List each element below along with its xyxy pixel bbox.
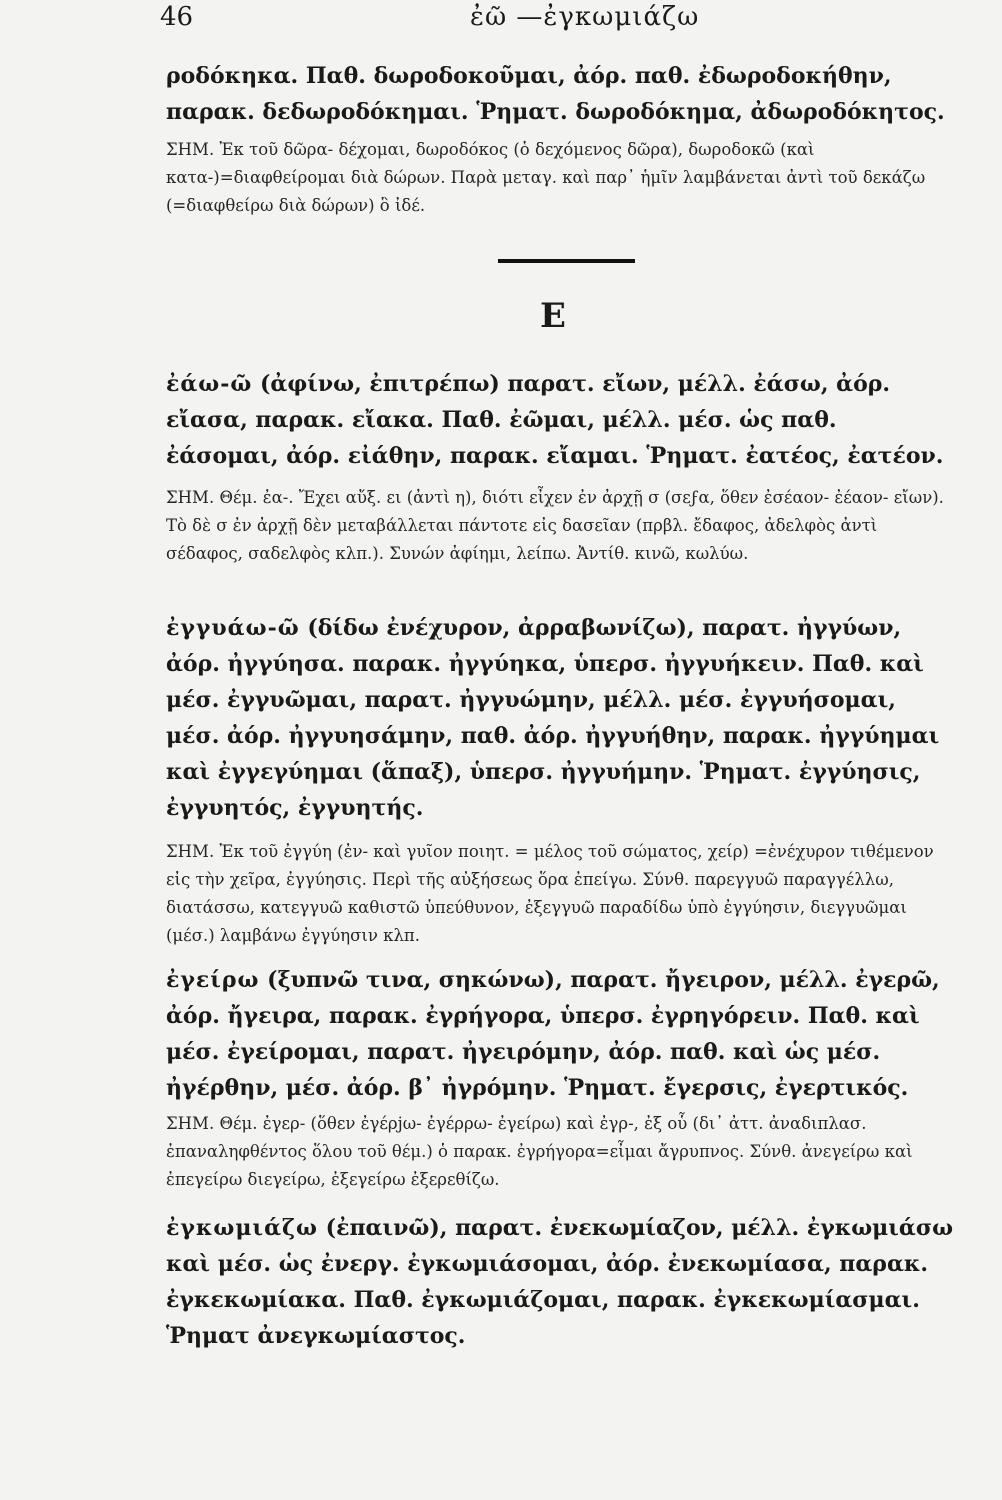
headword: ἐγγυάω-ῶ: [166, 615, 300, 641]
entry-egeiro-main: [166, 962, 956, 1106]
section-divider: [498, 259, 635, 263]
note-text: ΣΗΜ. Θέμ. ἐγερ- (ὅθεν ἐγέρjω- ἐγέρρω- ἐγείρω) καὶ ἐγρ-, ἐξ οὗ (δι᾽ ἀττ. ἀναδιπλασ. ἐπαναληφθέντος ὅλου τοῦ θέμ.) ὁ παρακ. ἐγρήγορα=εἶμαι ἄγρυπνος. Σύνθ. ἀνεγείρω καὶ ἐπεγείρω διεγείρω, ἐξεγείρω ἐξερεθίζω.: [166, 1114, 913, 1189]
entry-eao-main: [166, 366, 956, 474]
entry-egeiro-note: [166, 1110, 956, 1194]
entry-enkomiazo-main: [166, 1210, 956, 1354]
entry-doro-note: [166, 136, 956, 220]
entry-text: ροδόκηκα. Παθ. δωροδοκοῦμαι, ἀόρ. παθ. ἐδωροδοκήθην, παρακ. δεδωροδόκημαι. Ῥηματ. δωροδόκημα, ἀδωροδόκητος.: [166, 63, 945, 125]
entry-text: (δίδω ἐνέχυρον, ἀρραβωνίζω), παρατ. ἠγγύων, ἀόρ. ἠγγύησα. παρακ. ἠγγύηκα, ὑπερσ. ἠγγυήκειν. Παθ. καὶ μέσ. ἐγγυῶμαι, παρατ. ἠγγυώμην, μέλλ. μέσ. ἐγγυήσομαι, μέσ. ἀόρ. ἠγγυησάμην, παθ. ἀόρ. ἠγγυήθην, παρακ. ἠγγύημαι καὶ ἐγγεγύημαι (ἅπαξ), ὑπερσ. ἠγγυήμην. Ῥηματ. ἐγγύησις, ἐγγυητός, ἐγγυητής.: [166, 615, 940, 821]
headword: ἐγείρω: [166, 967, 260, 993]
entry-engyao-main: [166, 610, 956, 826]
entry-text: (ἀφίνω, ἐπιτρέπω) παρατ. εἴων, μέλλ. ἐάσω, ἀόρ. εἴασα, παρακ. εἴακα. Παθ. ἐῶμαι, μέλλ. μέσ. ὡς παθ. ἐάσομαι, ἀόρ. εἰάθην, παρακ. εἴαμαι. Ῥηματ. ἐατέος, ἐατέον.: [166, 371, 944, 469]
entry-text: (ξυπνῶ τινα, σηκώνω), παρατ. ἤγειρον, μέλλ. ἐγερῶ, ἀόρ. ἤγειρα, παρακ. ἐγρήγορα, ὑπερσ. ἐγρηγόρειν. Παθ. καὶ μέσ. ἐγείρομαι, παρατ. ἠγειρόμην, ἀόρ. παθ. καὶ ὡς μέσ. ἠγέρθην, μέσ. ἀόρ. β᾽ ἠγρόμην. Ῥηματ. ἔγερσις, ἐγερτικός.: [166, 967, 940, 1101]
page-header: [160, 2, 960, 34]
section-letter: Ε: [540, 296, 566, 336]
entry-text: (ἐπαινῶ), παρατ. ἐνεκωμίαζον, μέλλ. ἐγκωμιάσω καὶ μέσ. ὡς ἐνεργ. ἐγκωμιάσομαι, ἀόρ. ἐνεκωμίασα, παρακ. ἐγκεκωμίακα. Παθ. ἐγκωμιάζομαι, παρακ. ἐγκεκωμίασμαι. Ῥηματ ἀνεγκωμίαστος.: [166, 1215, 954, 1349]
note-text: ΣΗΜ. Θέμ. ἐα-. Ἔχει αὔξ. ει (ἀντὶ η), διότι εἶχεν ἐν ἀρχῇ σ (σεϝα, ὅθεν ἐσέαον- ἐέαον- εἴων). Τὸ δὲ σ ἐν ἀρχῇ δὲν μεταβάλλεται πάντοτε εἰς δασεῖαν (πρβλ. ἔδαφος, ἀδελφὸς ἀντὶ σέδαφος, σαδελφὸς κλπ.). Συνών ἀφίημι, λείπω. Ἀντίθ. κινῶ, κωλύω.: [166, 488, 944, 563]
running-head: ἐῶ —ἐγκωμιάζω: [470, 2, 700, 32]
entry-doro-main: [166, 58, 956, 130]
page-number: 46: [160, 2, 194, 32]
note-text: ΣΗΜ. Ἐκ τοῦ ἐγγύη (ἐν- καὶ γυῖον ποιητ. = μέλος τοῦ σώματος, χείρ) =ἐνέχυρον τιθέμενον εἰς τὴν χεῖρα, ἐγγύησις. Περὶ τῆς αὐξήσεως ὅρα ἐπείγω. Σύνθ. παρεγγυῶ παραγγέλλω, διατάσσω, κατεγγυῶ καθιστῶ ὑπεύθυνον, ἐξεγγυῶ παραδίδω ὑπὸ ἐγγύησιν, διεγγυῶμαι (μέσ.) λαμβάνω ἐγγύησιν κλπ.: [166, 842, 934, 945]
entry-engyao-note: [166, 838, 956, 950]
headword: ἐάω-ῶ: [166, 371, 253, 397]
entry-eao-note: [166, 484, 956, 568]
headword: ἐγκωμιάζω: [166, 1215, 318, 1241]
note-text: ΣΗΜ. Ἐκ τοῦ δῶρα- δέχομαι, δωροδόκος (ὁ δεχόμενος δῶρα), δωροδοκῶ (καὶ κατα-)=διαφθείρομαι διὰ δώρων. Παρὰ μεταγ. καὶ παρ᾽ ἡμῖν λαμβάνεται ἀντὶ τοῦ δεκάζω (=διαφθείρω διὰ δώρων) ὃ ἰδέ.: [166, 140, 926, 215]
